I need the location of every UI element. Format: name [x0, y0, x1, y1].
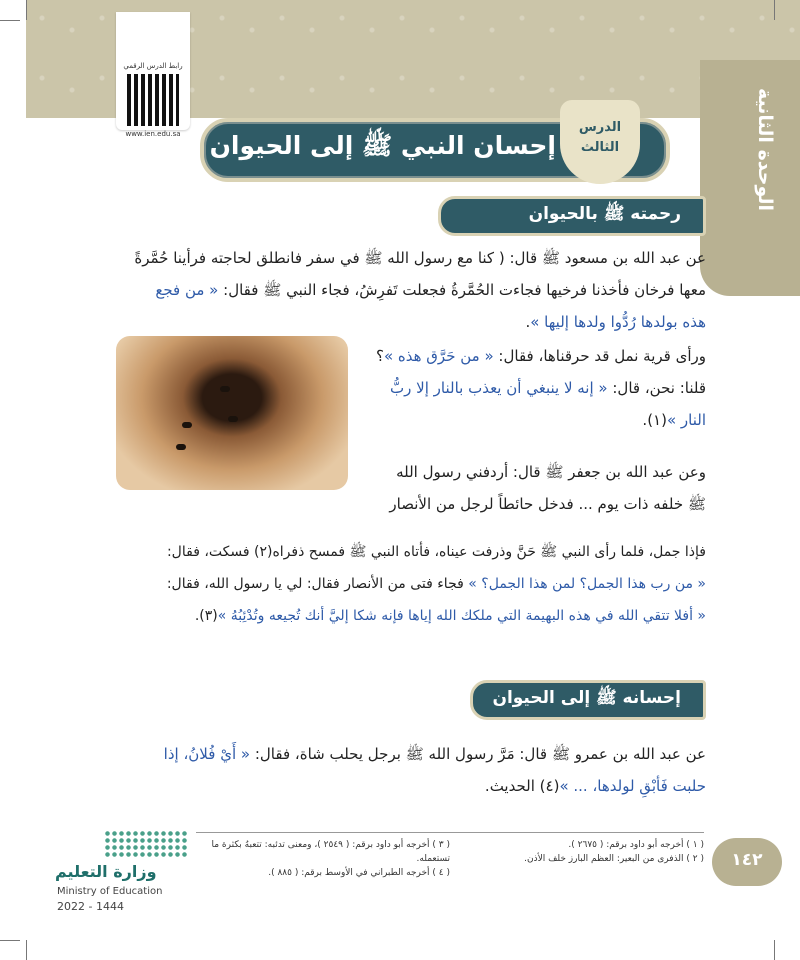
text-span: ؟ — [375, 347, 384, 365]
ministry-logo-icon — [104, 830, 188, 858]
text-line — [360, 404, 706, 436]
text-line — [110, 738, 706, 770]
crop-mark — [26, 0, 27, 20]
section-title: إحسانه ﷺ إلى الحيوان — [492, 688, 681, 708]
hadith-quote: « من رب هذا الجمل؟ لمن هذا الجمل؟ » — [468, 576, 706, 592]
paragraph — [110, 242, 706, 338]
footnote-ref: (٣). — [194, 608, 218, 624]
text-span: . — [525, 313, 531, 331]
text-span: فجاء فتى من الأنصار فقال: لي يا رسول الله، فقال: — [166, 576, 469, 592]
text-span: ورأى قرية نمل قد حرقناها، فقال: — [493, 347, 706, 365]
unit-tab — [700, 60, 800, 296]
text-line — [110, 568, 706, 600]
crop-mark — [0, 20, 20, 21]
text-span: (٤) الحديث. — [484, 777, 560, 795]
hadith-quote: النار » — [666, 411, 706, 429]
page-number-badge — [712, 838, 782, 886]
lesson-title: إحسان النبي ﷺ إلى الحيوان — [209, 131, 556, 160]
text-line: عن عبد الله بن مسعود ﷺ قال: ( كنا مع رسول الله ﷺ في سفر فانطلق لحاجته فرأينا حُمَّرةً — [134, 249, 706, 267]
text-span: قلنا: نحن، قال: — [607, 379, 706, 397]
crop-mark — [26, 940, 27, 960]
qr-code-icon[interactable] — [127, 74, 179, 126]
hadith-quote: « إنه لا ينبغي أن يعذب بالنار إلا ربُّ — [390, 379, 608, 397]
edition-year: 2022 - 1444 — [57, 900, 124, 913]
crop-mark — [774, 0, 775, 20]
text-line — [110, 600, 706, 632]
text-line: وعن عبد الله بن جعفر ﷺ قال: أردفني رسول الله — [396, 463, 706, 481]
hadith-quote: « من فجع — [155, 281, 219, 299]
section-title: رحمته ﷺ بالحيوان — [528, 204, 681, 224]
hadith-quote: « من حَرَّق هذه » — [383, 347, 494, 365]
footnote: ( ٢ ) الذفرى من البعير: العظم البارز خلف الأذن. — [524, 854, 704, 864]
ministry-name-english: Ministry of Education — [57, 886, 163, 897]
footnote-separator — [196, 832, 704, 833]
hadith-quote: هذه بولدها رُدُّوا ولدها إليها » — [530, 313, 706, 331]
section-header — [438, 196, 706, 236]
footnote: ( ٣ ) أخرجه أبو داود برقم: ( ٢٥٤٩ )، ومعنى تدئبه: تتعبهُ بكثرة ما تستعمله. — [211, 840, 450, 864]
text-line — [110, 274, 706, 306]
crop-mark — [774, 940, 775, 960]
page-number: ١٤٢ — [731, 850, 763, 870]
footnote: ( ٤ ) أخرجه الطبراني في الأوسط برقم: ( ٨٨٥ ). — [268, 868, 450, 878]
hadith-quote: حلبت فَأبْقِ لولدها، ... » — [559, 777, 706, 795]
paragraph — [360, 340, 706, 436]
hadith-quote: « أَيْ فُلانُ، إذا — [163, 745, 251, 763]
text-line: ﷺ خلفه ذات يوم ... فدخل حائطاً لرجل من الأنصار — [389, 495, 706, 513]
footnote: ( ١ ) أخرجه أبو داود برقم: ( ٢٦٧٥ ). — [568, 840, 704, 850]
qr-label: رابط الدرس الرقمي — [123, 62, 183, 70]
text-span: عن عبد الله بن عمرو ﷺ قال: مَرَّ رسول الله ﷺ برجل يحلب شاة، فقال: — [250, 745, 706, 763]
unit-label: الوحدة الثانية — [754, 88, 776, 212]
text-line — [360, 372, 706, 404]
qr-url[interactable]: www.ien.edu.sa — [125, 130, 181, 138]
ministry-name-arabic: وزارة التعليم — [55, 862, 157, 881]
footnote-ref: (١). — [642, 411, 667, 429]
paragraph — [360, 456, 706, 520]
lesson-tag-line1: الدرس — [578, 120, 622, 135]
text-line — [110, 306, 706, 338]
crop-mark — [0, 940, 20, 941]
hadith-quote: « أفلا تتقي الله في هذه البهيمة التي ملكك الله إياها فإنه شكا إليَّ أنك تُجيعه وتُدْئِبُهُ » — [217, 608, 706, 624]
text-span: معها فرخان فأخذنا فرخيها فجاءت الحُمَّرةُ فجعلت تَفرِشُ، فجاء النبي ﷺ فقال: — [218, 281, 706, 299]
lesson-tag-line2: الثالث — [580, 140, 620, 155]
footnotes-right — [456, 838, 704, 866]
lesson-number-tag — [560, 100, 640, 184]
footnotes-left — [196, 838, 450, 880]
paragraph — [110, 738, 706, 802]
paragraph — [110, 536, 706, 632]
section-header — [470, 680, 706, 720]
text-line — [360, 340, 706, 372]
text-line: فإذا جمل، فلما رأى النبي ﷺ حَنَّ وذرفت عيناه، فأتاه النبي ﷺ فمسح ذفراه(٢) فسكت، فقال: — [166, 544, 706, 560]
qr-card[interactable] — [116, 12, 190, 138]
text-line — [110, 770, 706, 802]
left-margin — [0, 0, 26, 960]
ant-nest-photo — [116, 336, 348, 490]
